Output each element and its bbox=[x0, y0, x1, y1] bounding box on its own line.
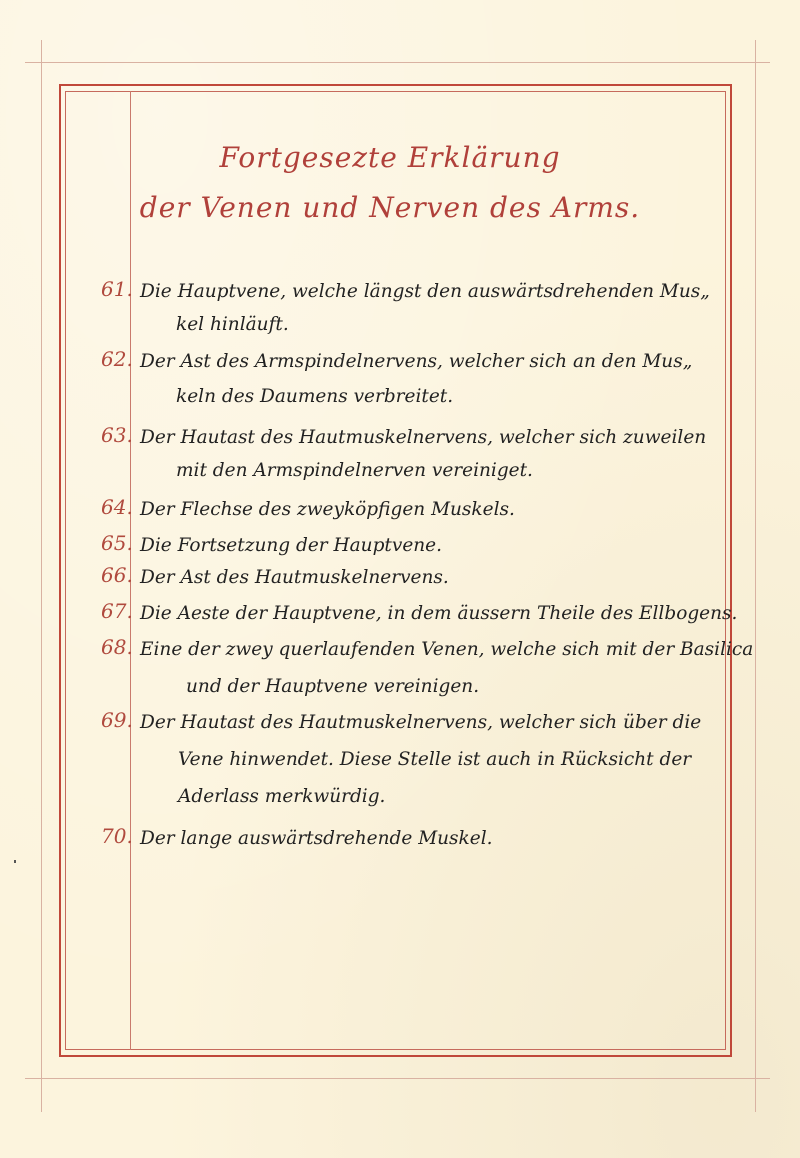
entry-number: 69. bbox=[101, 708, 133, 732]
entry-text-line: Vene hinwendet. Diese Stelle ist auch in Rücksicht der bbox=[178, 749, 692, 770]
outer-rule-right bbox=[755, 40, 756, 1112]
entry-text-line: Die Aeste der Hauptvene, in dem äussern Theile des Ellbogens. bbox=[140, 603, 738, 624]
entry-text-line: Der Hautast des Hautmuskelnervens, welcher sich über die bbox=[140, 712, 702, 733]
entry-number: 66. bbox=[101, 563, 133, 587]
entry-number: 68. bbox=[101, 635, 133, 659]
entry-text-line: Der Ast des Hautmuskelnervens. bbox=[140, 567, 449, 588]
entry-text-line: Die Hauptvene, welche längst den auswärtsdrehenden Mus„ bbox=[140, 281, 710, 302]
entry-number: 64. bbox=[101, 495, 133, 519]
entry-text-line: Eine der zwey querlaufenden Venen, welche sich mit der Basilica bbox=[140, 639, 754, 660]
entry-text-line: Der Ast des Armspindelnervens, welcher sich an den Mus„ bbox=[140, 351, 693, 372]
entry-number: 67. bbox=[101, 599, 133, 623]
entry-text-line: kel hinläuft. bbox=[176, 314, 289, 335]
entry-number: 62. bbox=[101, 347, 133, 371]
entry-number: 61. bbox=[101, 277, 133, 301]
entry-text-line: Aderlass merkwürdig. bbox=[178, 786, 386, 807]
entry-text-line: und der Hauptvene vereinigen. bbox=[186, 676, 480, 697]
entry-text-line: Der Hautast des Hautmuskelnervens, welcher sich zuweilen bbox=[140, 427, 707, 448]
page-title-line-1: Fortgesezte Erklärung bbox=[219, 141, 561, 174]
outer-rule-left bbox=[41, 40, 42, 1112]
page-title-line-2: der Venen und Nerven des Arms. bbox=[139, 191, 641, 224]
outer-rule-bottom bbox=[25, 1078, 770, 1079]
ink-speck bbox=[14, 860, 16, 863]
entry-number: 65. bbox=[101, 531, 133, 555]
entry-number: 63. bbox=[101, 423, 133, 447]
entry-number: 70. bbox=[101, 824, 133, 848]
outer-rule-top bbox=[25, 62, 770, 63]
entry-text-line: Die Fortsetzung der Hauptvene. bbox=[140, 535, 443, 556]
entry-text-line: Der Flechse des zweyköpfigen Muskels. bbox=[140, 499, 515, 520]
entry-text-line: keln des Daumens verbreitet. bbox=[176, 386, 454, 407]
entry-text-line: Der lange auswärtsdrehende Muskel. bbox=[140, 828, 493, 849]
entry-text-line: mit den Armspindelnerven vereiniget. bbox=[176, 460, 533, 481]
